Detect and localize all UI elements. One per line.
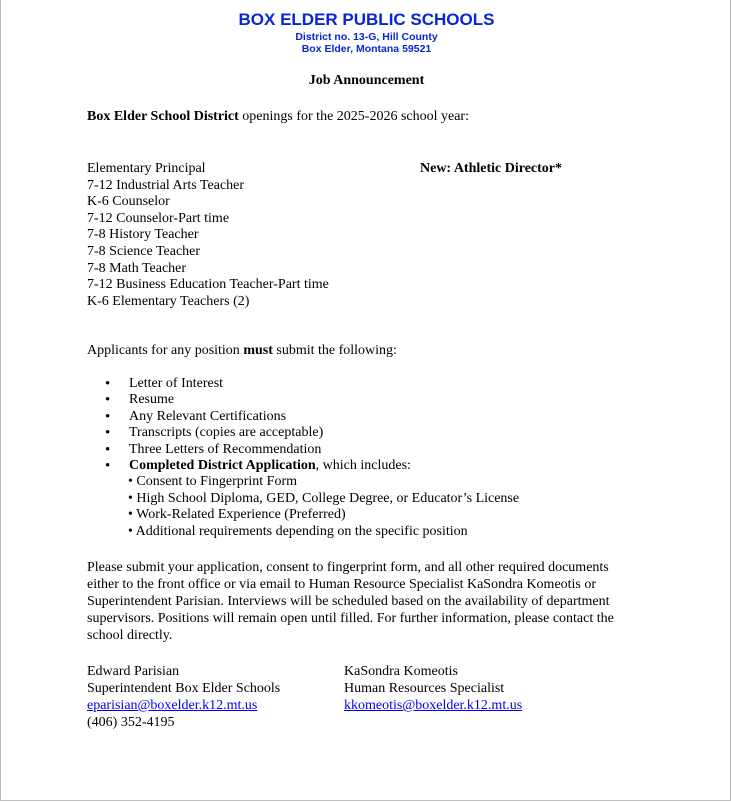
requirement-item-application: [105, 458, 411, 474]
applicants-must: must: [243, 343, 273, 358]
contact-title: Superintendent Box Elder Schools: [87, 681, 281, 696]
contact-name: KaSondra Komeotis: [344, 664, 458, 679]
position-item: K-6 Counselor: [87, 194, 170, 210]
position-item: 7-12 Counselor-Part time: [87, 210, 230, 226]
application-subitem: • High School Diploma, GED, College Degree, or Educator’s License: [128, 490, 520, 506]
position-item: Elementary Principal: [87, 161, 206, 176]
requirements-list: [105, 376, 411, 474]
application-subitems: [128, 474, 519, 540]
applicants-line: [87, 343, 397, 360]
application-bold: Completed District Application: [129, 457, 316, 473]
applicants-before: Applicants for any position: [87, 343, 244, 358]
requirement-item: • Resume: [105, 392, 411, 408]
position-item: K-6 Elementary Teachers (2): [87, 293, 250, 309]
hr-email-link[interactable]: kkomeotis@boxelder.k12.mt.us: [344, 698, 523, 713]
requirement-item: • Any Relevant Certifications: [105, 409, 411, 425]
application-subitem: • Consent to Fingerprint Form: [128, 474, 298, 489]
superintendent-email-link[interactable]: eparisian@boxelder.k12.mt.us: [87, 698, 258, 713]
application-subitem: • Additional requirements depending on the specific position: [128, 523, 468, 539]
hr-contact: [344, 664, 522, 715]
superintendent-contact: [87, 664, 280, 732]
position-item: 7-12 Business Education Teacher-Part time: [87, 277, 329, 293]
intro-line: [87, 109, 469, 126]
district-name-bold: Box Elder School District: [87, 109, 239, 124]
position-item: 7-8 Science Teacher: [87, 243, 201, 259]
application-subitem: • Work-Related Experience (Preferred): [128, 507, 346, 523]
contact-name: Edward Parisian: [87, 664, 180, 679]
position-item: 7-8 History Teacher: [87, 227, 199, 243]
position-item: 7-12 Industrial Arts Teacher: [87, 177, 244, 193]
applicants-after: submit the following:: [272, 343, 397, 358]
intro-rest: openings for the 2025-2026 school year:: [238, 109, 469, 124]
requirement-item: • Three Letters of Recommendation: [105, 442, 411, 458]
announcement-title: Job Announcement: [308, 73, 425, 88]
district-line: District no. 13-G, Hill County: [295, 31, 438, 43]
requirement-item: • Letter of Interest: [105, 376, 411, 392]
new-position: New: Athletic Director*: [420, 161, 563, 176]
position-item: 7-8 Math Teacher: [87, 260, 187, 276]
school-name-heading: BOX ELDER PUBLIC SCHOOLS: [238, 10, 495, 29]
contact-phone: (406) 352-4195: [87, 715, 175, 730]
address-line: Box Elder, Montana 59521: [301, 43, 432, 55]
instructions-paragraph: Please submit your application, consent to fingerprint form, and all other required documents either to the front office or via email to Human Resource Specialist KaSondra Komeotis or Superintendent Parisian. Interviews will be scheduled based on the availability of department supervisors. Positions will remain open until filled. For further information, please contact the school directly.: [87, 560, 614, 643]
positions-list: [87, 161, 329, 310]
requirement-item: • Transcripts (copies are acceptable): [105, 425, 411, 441]
application-rest: , which includes:: [315, 457, 411, 473]
contact-title: Human Resources Specialist: [344, 681, 505, 696]
